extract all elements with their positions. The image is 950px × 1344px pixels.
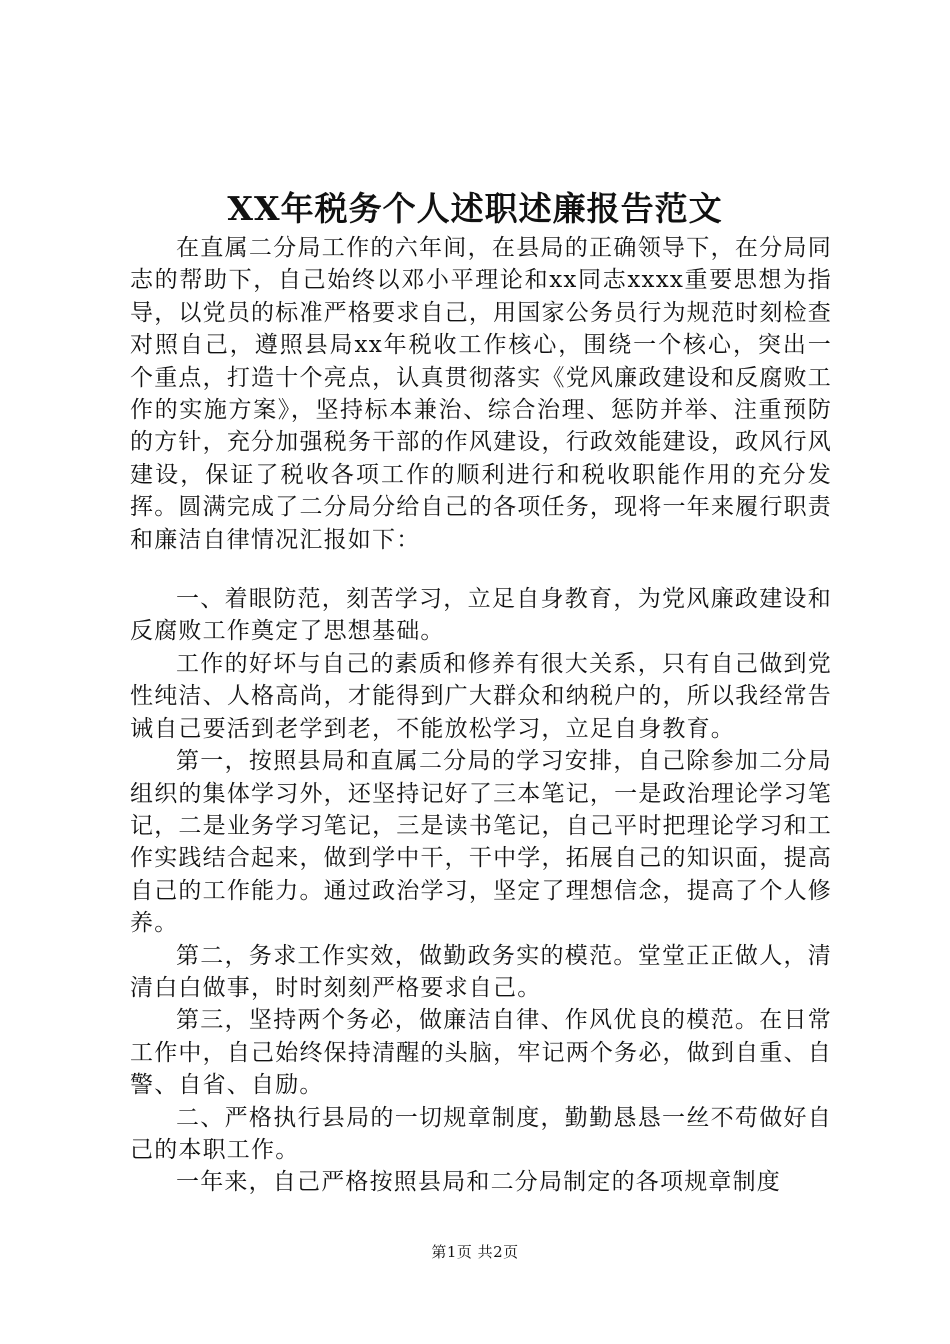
paragraph-second: 第二，务求工作实效，做勤政务实的模范。堂堂正正做人，清清白白做事，时时刻刻严格要求自己。 [130, 942, 832, 1001]
paragraph-first: 第一，按照县局和直属二分局的学习安排，自己除参加二分局组织的集体学习外，还坚持记好了三本笔记，一是政治理论学习笔记，二是业务学习笔记，三是读书笔记，自己平时把理论学习和工作实践结合起来，做到学中干，干中学，拓展自己的知识面，提高自己的工作能力。通过政治学习，坚定了理想信念，提高了个人修养。 [130, 748, 832, 937]
paragraph-quality: 工作的好坏与自己的素质和修养有很大关系，只有自己做到党性纯洁、人格高尚，才能得到广大群众和纳税户的，所以我经常告诫自己要活到老学到老，不能放松学习，立足自身教育。 [130, 650, 832, 742]
page-number-footer: 第1页 共2页 [431, 1243, 519, 1261]
paragraph-third: 第三，坚持两个务必，做廉洁自律、作风优良的模范。在日常工作中，自己始终保持清醒的头脑，牢记两个务必，做到自重、自警、自省、自励。 [130, 1007, 832, 1099]
document-body [130, 232, 832, 1199]
paragraph-intro: 在直属二分局工作的六年间，在县局的正确领导下，在分局同志的帮助下，自己始终以邓小平理论和xx同志xxxx重要思想为指导，以党员的标准严格要求自己，用国家公务员行为规范时刻检查对照自己，遵照县局xx年税收工作核心，围绕一个核心，突出一个重点，打造十个亮点，认真贯彻落实《党风廉政建设和反腐败工作的实施方案》，坚持标本兼治、综合治理、惩防并举、注重预防的方针，充分加强税务干部的作风建设，行政效能建设，政风行风建设，保证了税收各项工作的顺利进行和税收职能作用的充分发挥。圆满完成了二分局分给自己的各项任务，现将一年来履行职责和廉洁自律情况汇报如下： [130, 235, 832, 553]
document-title: XX年税务个人述职述廉报告范文 [227, 189, 723, 228]
paragraph-year-summary: 一年来，自己严格按照县局和二分局制定的各项规章制度 [176, 1169, 781, 1196]
paragraph-section-one-heading: 一、着眼防范，刻苦学习，立足自身教育，为党风廉政建设和反腐败工作奠定了思想基础。 [130, 586, 832, 645]
paragraph-section-two-heading: 二、严格执行县局的一切规章制度，勤勤恳恳一丝不苟做好自己的本职工作。 [130, 1104, 832, 1163]
